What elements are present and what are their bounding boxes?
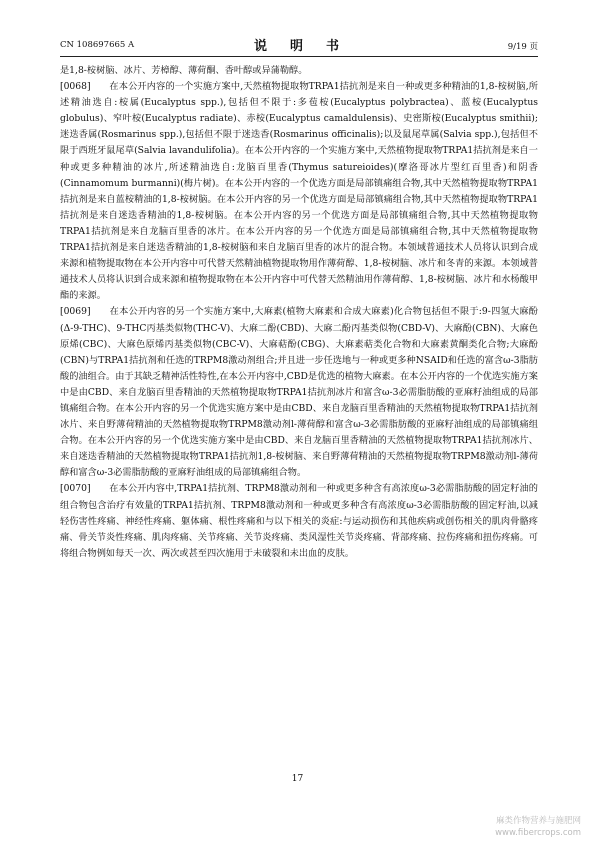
patent-number: CN 108697665 A xyxy=(60,40,135,50)
paragraph-continuation: 是1,8-桉树脑、冰片、芳樟醇、薄荷酮、香叶醇或异蒲勒醇。 xyxy=(60,65,308,76)
watermark-line-2: www.fibercrops.com xyxy=(495,828,581,838)
paragraph-0070: [0070] 在本公开内容中,TRPA1拮抗剂、TRPM8激动剂和一种或更多种含有高浓度ω-3必需脂肪酸的固定籽油的组合物包含治疗有效量的TRPA1拮抗剂、TRPM8激动剂和一种或更多种含有高浓度ω-3必需脂肪酸的固定籽油,以减轻伤害性疼痛、神经性疼痛、躯体痛、根性疼痛和与以下相关的炎症:与运动损伤和其他疾病或创伤相关的肌肉骨骼疼痛、骨关节炎性疼痛、肌肉疼痛、关节疼痛、关节炎疼痛、类风湿性关节炎疼痛、背部疼痛、拉伤疼痛和扭伤疼痛。可将组合物例如每天一次、两次或甚至四次施用于未破裂和未出血的皮肤。 xyxy=(60,483,538,559)
watermark xyxy=(495,815,581,839)
page-header xyxy=(60,38,538,52)
document-body xyxy=(60,63,538,562)
header-divider xyxy=(60,56,538,57)
document-title: 说 明 书 xyxy=(253,39,344,54)
watermark-line-1: 麻类作物营养与施肥网 xyxy=(495,816,581,826)
page-info: 9/19 页 xyxy=(507,42,538,52)
paragraph-0068: [0068] 在本公开内容的一个实施方案中,天然植物提取物TRPA1拮抗剂是来自一种或更多种精油的1,8-桉树脑,所述精油选自:桉属(Eucalyptus spp.),包括但不限于:多苞桉(Eucalyptus polybractea)、蓝桉(Eucalyptus globulus)、窄叶桉(Eucalyptus radiate)、赤桉(Eucalyptus camaldulensis)、史密斯桉(Eucalyptus smithii);迷迭香属(Rosmarinus spp.),包括但不限于迷迭香(Rosmarinus officinalis);以及鼠尾草属(Salvia spp.),包括但不限于西班牙鼠尾草(Salvia lavandulifolia)。在本公开内容的一个实施方案中,天然植物提取物TRPA1拮抗剂是来自一种或更多种精油的冰片,所述精油选自:龙脑百里香(Thymus satureioides)(摩洛哥冰片型红百里香)和阴香(Cinnamomum burmanni)(梅片树)。在本公开内容的一个优选方面是局部镇痛组合物,其中天然植物提取物TRPA1拮抗剂是来自蓝桉精油的1,8-桉树脑。在本公开内容的另一个优选方面是局部镇痛组合物,其中天然植物提取物TRPA1拮抗剂是来自迷迭香精油的1,8-桉树脑。在本公开内容的另一个优选方面是局部镇痛组合物,其中天然植物提取物TRPA1拮抗剂是来自龙脑百里香的冰片。在本公开内容的另一个优选方面是局部镇痛组合物,其中天然植物提取物TRPA1拮抗剂是来自迷迭香精油的1,8-桉树脑和来自龙脑百里香的冰片的混合物。本领域普通技术人员将认识到合成来源和植物提取物在本公开内容中可代替天然精油植物提取物用作薄荷醇、1,8-桉树脑、冰片和冬青的来源。本领域普通技术人员将认识到合成来源和植物提取物在本公开内容中可代替天然精油用作薄荷醇、1,8-桉树脑、冰片和水杨酸甲酯的来源。 xyxy=(60,81,538,302)
page-number: 17 xyxy=(291,774,304,784)
paragraph-0069: [0069] 在本公开内容的另一个实施方案中,大麻素(植物大麻素和合成大麻素)化合物包括但不限于:9-四氢大麻酚(Δ-9-THC)、9-THC丙基类似物(THC-V)、大麻二酚(CBD)、大麻二酚丙基类似物(CBD-V)、大麻酚(CBN)、大麻色原烯(CBC)、大麻色原烯丙基类似物(CBC-V)、大麻萜酚(CBG)、大麻素萜类化合物和大麻素黄酮类化合物;大麻酚(CBN)与TRPA1拮抗剂和任选的TRPM8激动剂组合;并且进一步任选地与一种或更多种NSAID和任选的富含ω-3脂肪酸的油组合。由于其缺乏精神活性特性,在本公开内容中,CBD是优选的植物大麻素。在本公开内容的一个优选实施方案中是由CBD、来自龙脑百里香精油的天然植物提取物TRPA1拮抗剂冰片和富含ω-3必需脂肪酸的亚麻籽油组成的局部镇痛组合物。在本公开内容的另一个优选实施方案中是由CBD、来自龙脑百里香精油的天然植物提取物TRPA1拮抗剂冰片、来自野薄荷精油的天然植物提取物TRPM8激动剂l-薄荷醇和富含ω-3必需脂肪酸的亚麻籽油组成的局部镇痛组合物。在本公开内容的另一个优选实施方案中是由CBD、来自龙脑百里香精油的天然植物提取物TRPA1拮抗剂冰片、来自迷迭香精油的天然植物提取物TRPA1拮抗剂1,8-桉树脑、来自野薄荷精油的天然植物提取物TRPM8激动剂l-薄荷醇和富含ω-3必需脂肪酸的亚麻籽油组成的局部镇痛组合物。 xyxy=(60,306,538,479)
